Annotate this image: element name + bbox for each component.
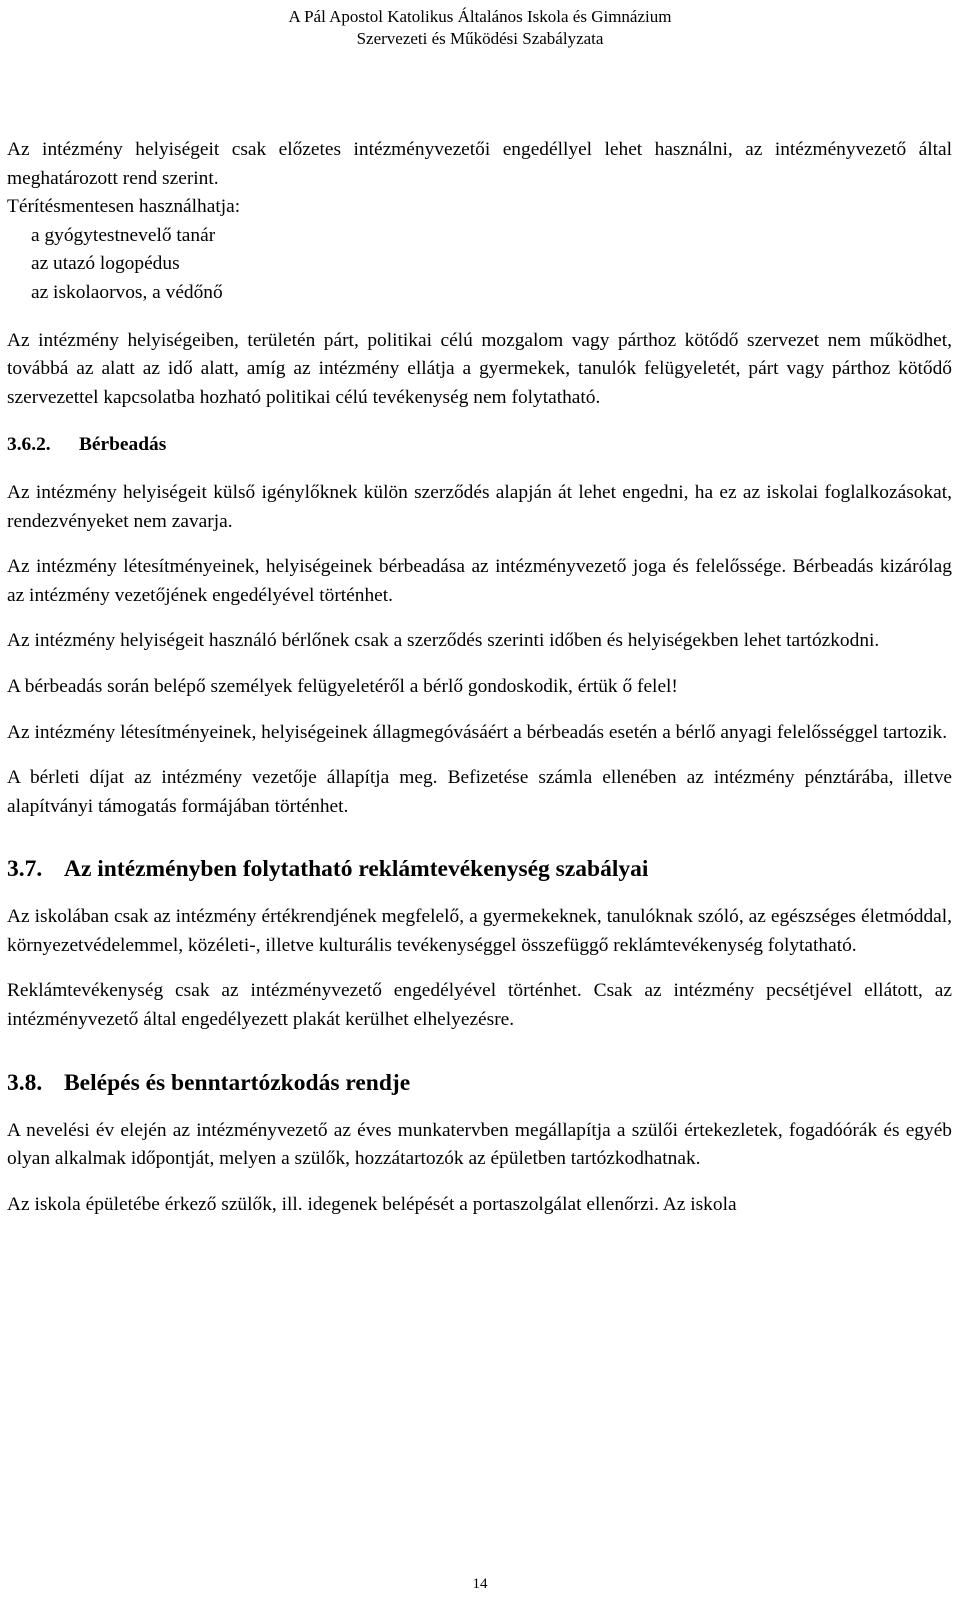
- section-number: 3.7.: [7, 856, 43, 883]
- paragraph-rental-liability: Az intézmény létesítményeinek, helyiségeinek állagmegóvásáért a bérbeadás esetén a bérlő anyagi felelősséggel tartozik.: [7, 721, 948, 743]
- section-title: Az intézményben folytatható reklámtevékenység szabályai: [64, 856, 649, 883]
- paragraph-parent-visits: A nevelési év elején az intézményvezető az éves munkatervben megállapítja a szülői értekezletek, fogadóórák és egyéb olyan alkalmak időpontját, melyen a szülők, hozzátartozók az épületben tartózkodhatnak.: [7, 1119, 952, 1170]
- paragraph-rental-fee: A bérleti díjat az intézmény vezetője állapítja meg. Befizetése számla ellenében az intézmény pénztárába, illetve alapítványi támogatás formájában történhet.: [7, 767, 952, 817]
- list-item: a gyógytestnevelő tanár: [31, 224, 216, 246]
- page-content: [7, 136, 952, 1219]
- paragraph-rental-external: Az intézmény helyiségeit külső igénylőknek külön szerződés alapján át lehet engedni, ha ez az iskolai foglalkozásokat, rendezvényeket nem zavarja.: [7, 481, 952, 532]
- paragraph-entry-control: Az iskola épületébe érkező szülők, ill. idegenek belépését a portaszolgálat ellenőrzi. Az iskola: [7, 1193, 737, 1215]
- section-title: Bérbeadás: [79, 434, 167, 456]
- header-document-title: Szervezeti és Működési Szabályzata: [356, 29, 604, 48]
- section-number: 3.8.: [7, 1069, 43, 1096]
- paragraph-rental-stay: Az intézmény helyiségeit használó bérlőnek csak a szerződés szerinti időben és helyiségekben lehet tartózkodni.: [7, 630, 880, 652]
- page-header: [0, 6, 960, 50]
- section-title: Belépés és benntartózkodás rendje: [64, 1069, 411, 1096]
- header-school-name: A Pál Apostol Katolikus Általános Iskola és Gimnázium: [288, 7, 672, 26]
- paragraph-rental-authority: Az intézmény létesítményeinek, helyiségeinek bérbeadása az intézményvezető joga és felelőssége. Bérbeadás kizárólag az intézmény vezetőjének engedélyével történhet.: [7, 556, 952, 606]
- paragraph-advertising-approval: Reklámtevékenység csak az intézményvezető engedélyével történhet. Csak az intézmény pecsétjével ellátott, az intézményvezető által engedélyezett plakát kerülhet elhelyezésre.: [7, 980, 952, 1031]
- section-heading-3-8: [7, 1068, 952, 1098]
- section-number: 3.6.2.: [7, 434, 51, 456]
- list-item: az utazó logopédus: [31, 253, 180, 275]
- paragraph-political-activity: Az intézmény helyiségeiben, területén párt, politikai célú mozgalom vagy párthoz kötődő szervezet nem működhet, továbbá az alatt az idő alatt, amíg az intézmény ellátja a gyermekek, tanulók felügyeletét, párt vagy párthoz kötődő szervezettel kapcsolatba hozható politikai célú tevékenység nem folytatható.: [7, 329, 952, 408]
- paragraph-rental-supervision: A bérbeadás során belépő személyek felügyeletéről a bérlő gondoskodik, értük ő felel!: [7, 675, 678, 697]
- free-use-intro: Térítésmentesen használhatja:: [7, 196, 241, 218]
- section-heading-3-7: [7, 854, 952, 884]
- section-heading-3-6-2: [7, 431, 952, 460]
- paragraph-usage-permission: Az intézmény helyiségeit csak előzetes intézményvezetői engedéllyel lehet használni, az intézményvezető által meghatározott rend szerint.: [7, 139, 952, 189]
- paragraph-advertising-content: Az iskolában csak az intézmény értékrendjének megfelelő, a gyermekeknek, tanulóknak szóló, az egészséges életmóddal, környezetvédelemmel, közéleti-, illetve kulturális tevékenységgel összefüggő reklámtevékenység folytatható.: [7, 906, 952, 956]
- page-number: 14: [472, 1576, 488, 1592]
- list-item: az iskolaorvos, a védőnő: [31, 281, 223, 303]
